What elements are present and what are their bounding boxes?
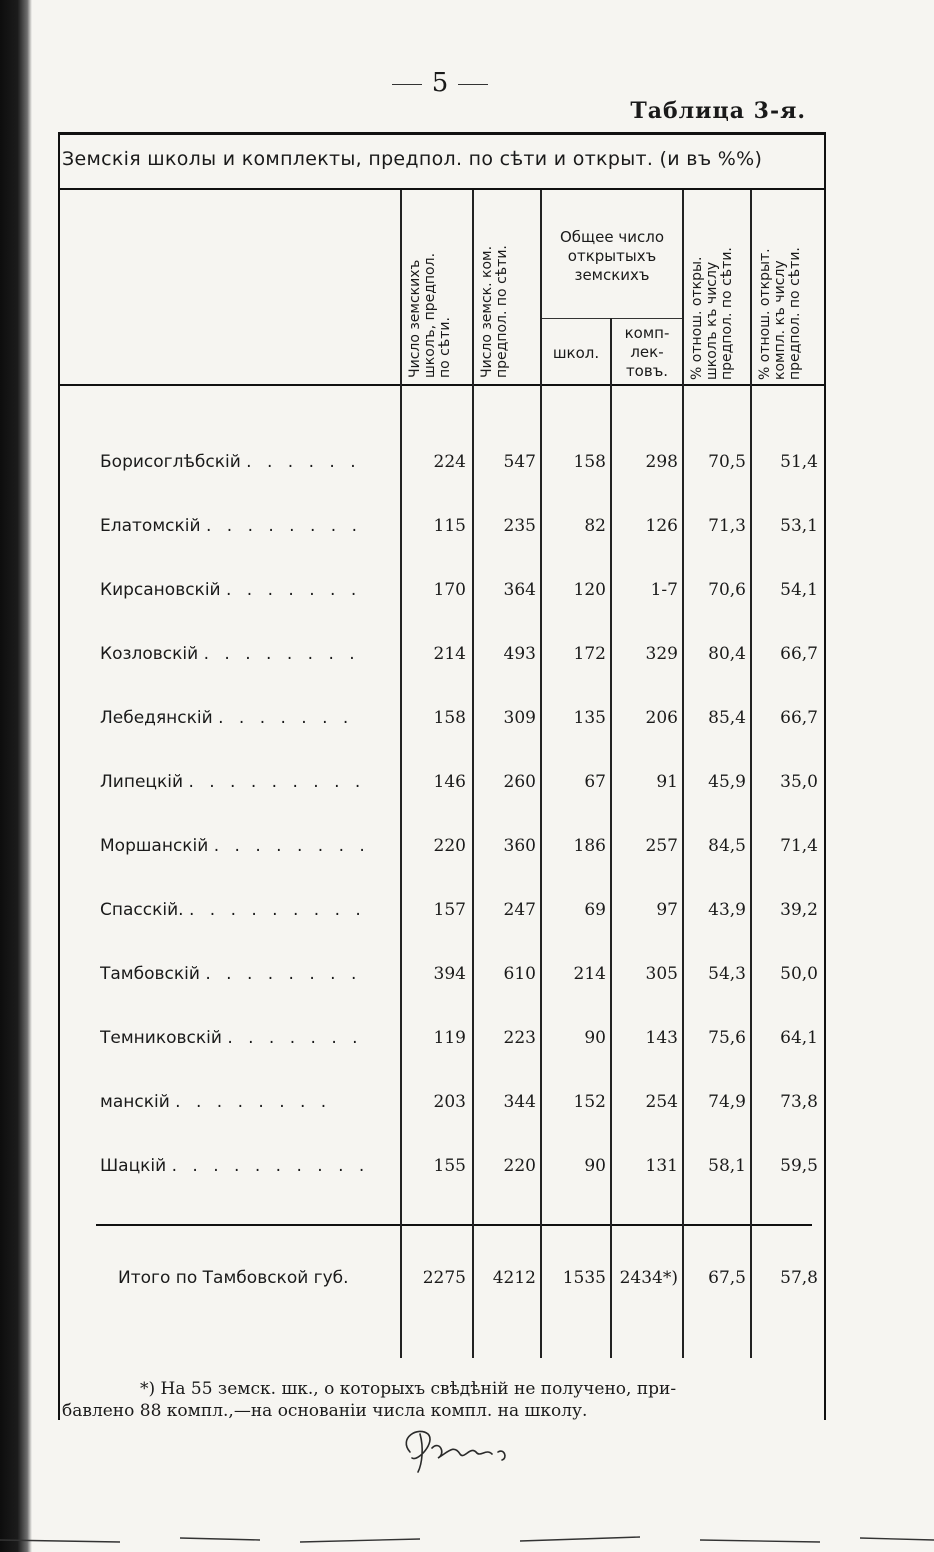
table-cell: 71,3 bbox=[708, 516, 746, 536]
table-cell: 309 bbox=[503, 708, 536, 728]
table-cell: 120 bbox=[573, 580, 606, 600]
district-name: Моршанскій bbox=[100, 836, 209, 856]
leader-dots: . . . . . . . . bbox=[205, 516, 363, 536]
table-cell: 170 bbox=[433, 580, 466, 600]
header-opened-sets: комп- лек- товъ. bbox=[624, 324, 670, 380]
total-rule bbox=[96, 1224, 812, 1226]
table-cell: 158 bbox=[433, 708, 466, 728]
table-cell: 58,1 bbox=[708, 1156, 746, 1176]
district-name: Тамбовскій bbox=[100, 964, 200, 984]
table-cell: 85,4 bbox=[708, 708, 746, 728]
table-cell: 39,2 bbox=[780, 900, 818, 920]
district-name: Липецкій bbox=[100, 772, 184, 792]
table-cell: 135 bbox=[573, 708, 606, 728]
district-name: Козловскій bbox=[100, 644, 199, 664]
table-cell: 394 bbox=[433, 964, 466, 984]
table-cell: 69 bbox=[584, 900, 606, 920]
leader-dots: . . . . . . bbox=[246, 452, 361, 472]
district-name: Кирсановскій bbox=[100, 580, 221, 600]
district-name: манскій bbox=[100, 1092, 170, 1112]
row-label bbox=[100, 452, 396, 472]
table-cell: 305 bbox=[645, 964, 678, 984]
leader-dots: . . . . . . . . . bbox=[188, 772, 366, 792]
table-cell: 220 bbox=[503, 1156, 536, 1176]
row-label bbox=[100, 708, 396, 728]
page-number: 5 bbox=[370, 68, 510, 98]
table-cell: 97 bbox=[656, 900, 678, 920]
table-cell: 50,0 bbox=[780, 964, 818, 984]
footnote-line-2: бавлено 88 компл.,—на основаніи числа компл. на школу. bbox=[62, 1401, 588, 1421]
table-cell: 45,9 bbox=[708, 772, 746, 792]
table-cell: 152 bbox=[573, 1092, 606, 1112]
table-cell: 64,1 bbox=[780, 1028, 818, 1048]
table-cell: 54,1 bbox=[780, 580, 818, 600]
table-cell: 73,8 bbox=[780, 1092, 818, 1112]
table-cell: 84,5 bbox=[708, 836, 746, 856]
table-cell: 203 bbox=[433, 1092, 466, 1112]
total-cell: 1535 bbox=[562, 1268, 606, 1288]
header-schools-planned: Число земскихъ школъ, предпол. по сѣти. bbox=[407, 252, 453, 378]
table-cell: 70,6 bbox=[708, 580, 746, 600]
leader-dots: . . . . . . . . . bbox=[188, 900, 366, 920]
table-cell: 131 bbox=[645, 1156, 678, 1176]
table-cell: 257 bbox=[645, 836, 678, 856]
row-label bbox=[100, 900, 396, 920]
table-cell: 224 bbox=[433, 452, 466, 472]
leader-dots: . . . . . . . . bbox=[213, 836, 370, 856]
leader-dots: . . . . . . . . bbox=[175, 1092, 332, 1112]
leader-dots: . . . . . . . . bbox=[205, 964, 362, 984]
table-cell: 66,7 bbox=[780, 708, 818, 728]
table-cell: 206 bbox=[645, 708, 678, 728]
table-cell: 235 bbox=[503, 516, 536, 536]
total-cell: 4212 bbox=[492, 1268, 536, 1288]
column-divider bbox=[750, 190, 752, 1358]
total-label: Итого по Тамбовской губ. bbox=[118, 1268, 349, 1288]
table-cell: 155 bbox=[433, 1156, 466, 1176]
table-cell: 214 bbox=[433, 644, 466, 664]
table-cell: 71,4 bbox=[780, 836, 818, 856]
row-label bbox=[100, 772, 396, 792]
table-cell: 364 bbox=[503, 580, 536, 600]
table-caption: Земскія школы и комплекты, предпол. по сѣти и открыт. (и въ %%) bbox=[62, 148, 763, 170]
leader-dots: . . . . . . . bbox=[227, 1028, 363, 1048]
caption-rule bbox=[58, 188, 824, 190]
footnote-line-1: *) На 55 земск. шк., о которыхъ свѣдѣній не получено, при- bbox=[140, 1379, 677, 1399]
total-cell: 2434*) bbox=[619, 1268, 678, 1288]
table-cell: 220 bbox=[433, 836, 466, 856]
table-cell: 115 bbox=[433, 516, 466, 536]
header-opened-schools: школ. bbox=[552, 344, 600, 362]
table-cell: 59,5 bbox=[780, 1156, 818, 1176]
table-cell: 360 bbox=[503, 836, 536, 856]
table-cell: 146 bbox=[433, 772, 466, 792]
table-cell: 82 bbox=[584, 516, 606, 536]
header-percent-sets: % отнош. открыт. компл. къ числу предпол. по сѣти. bbox=[757, 247, 803, 380]
table-cell: 186 bbox=[573, 836, 606, 856]
table-cell: 143 bbox=[645, 1028, 678, 1048]
table-cell: 90 bbox=[584, 1156, 606, 1176]
table-cell: 158 bbox=[573, 452, 606, 472]
header-rule bbox=[58, 384, 824, 386]
scan-edge-noise bbox=[0, 1528, 934, 1552]
table-cell: 54,3 bbox=[708, 964, 746, 984]
subgroup-rule bbox=[542, 318, 682, 319]
table-cell: 329 bbox=[645, 644, 678, 664]
district-name: Темниковскій bbox=[100, 1028, 222, 1048]
district-name: Елатомскій bbox=[100, 516, 201, 536]
table-cell: 91 bbox=[656, 772, 678, 792]
binding-edge-shadow bbox=[0, 0, 32, 1552]
header-percent-schools: % отнош. откры. школъ къ числу предпол. по сѣти. bbox=[689, 247, 735, 380]
row-label bbox=[100, 964, 396, 984]
table-cell: 119 bbox=[433, 1028, 466, 1048]
table-cell: 35,0 bbox=[780, 772, 818, 792]
district-name: Лебедянскій bbox=[100, 708, 213, 728]
table-cell: 298 bbox=[645, 452, 678, 472]
header-sets-planned: Число земск. ком. предпол. по сѣти. bbox=[479, 245, 510, 378]
table-cell: 493 bbox=[503, 644, 536, 664]
table-cell: 344 bbox=[503, 1092, 536, 1112]
table-cell: 1-7 bbox=[650, 580, 678, 600]
table-cell: 260 bbox=[503, 772, 536, 792]
district-name: Спасскій. bbox=[100, 900, 184, 920]
table-cell: 547 bbox=[503, 452, 536, 472]
leader-dots: . . . . . . . bbox=[226, 580, 362, 600]
table-cell: 157 bbox=[433, 900, 466, 920]
table-cell: 254 bbox=[645, 1092, 678, 1112]
table-cell: 247 bbox=[503, 900, 536, 920]
table-cell: 74,9 bbox=[708, 1092, 746, 1112]
header-opened-group: Общее число открытыхъ земскихъ bbox=[559, 228, 665, 284]
district-name: Шацкій bbox=[100, 1156, 167, 1176]
table-cell: 75,6 bbox=[708, 1028, 746, 1048]
total-cell: 57,8 bbox=[780, 1268, 818, 1288]
column-divider bbox=[610, 318, 612, 1358]
row-label bbox=[100, 1028, 396, 1048]
table-label: Таблица 3-я. bbox=[630, 98, 806, 124]
table-cell: 67 bbox=[584, 772, 606, 792]
table-cell: 51,4 bbox=[780, 452, 818, 472]
table-cell: 90 bbox=[584, 1028, 606, 1048]
table-cell: 43,9 bbox=[708, 900, 746, 920]
table-cell: 80,4 bbox=[708, 644, 746, 664]
row-label bbox=[100, 836, 396, 856]
table-cell: 70,5 bbox=[708, 452, 746, 472]
row-label bbox=[100, 644, 396, 664]
leader-dots: . . . . . . . bbox=[218, 708, 354, 728]
leader-dots: . . . . . . . . bbox=[203, 644, 360, 664]
row-label bbox=[100, 1156, 396, 1176]
table-cell: 172 bbox=[573, 644, 606, 664]
total-cell: 2275 bbox=[422, 1268, 466, 1288]
table-cell: 66,7 bbox=[780, 644, 818, 664]
table-cell: 53,1 bbox=[780, 516, 818, 536]
district-name: Борисоглѣбскій bbox=[100, 452, 241, 472]
row-label bbox=[100, 516, 396, 536]
footnote bbox=[62, 1378, 802, 1422]
table-cell: 126 bbox=[645, 516, 678, 536]
leader-dots: . . . . . . . . . . bbox=[171, 1156, 370, 1176]
table-cell: 610 bbox=[503, 964, 536, 984]
row-label bbox=[100, 580, 396, 600]
table-cell: 214 bbox=[573, 964, 606, 984]
handwritten-signature bbox=[388, 1418, 528, 1478]
table-cell: 223 bbox=[503, 1028, 536, 1048]
row-label bbox=[100, 1092, 396, 1112]
total-cell: 67,5 bbox=[708, 1268, 746, 1288]
